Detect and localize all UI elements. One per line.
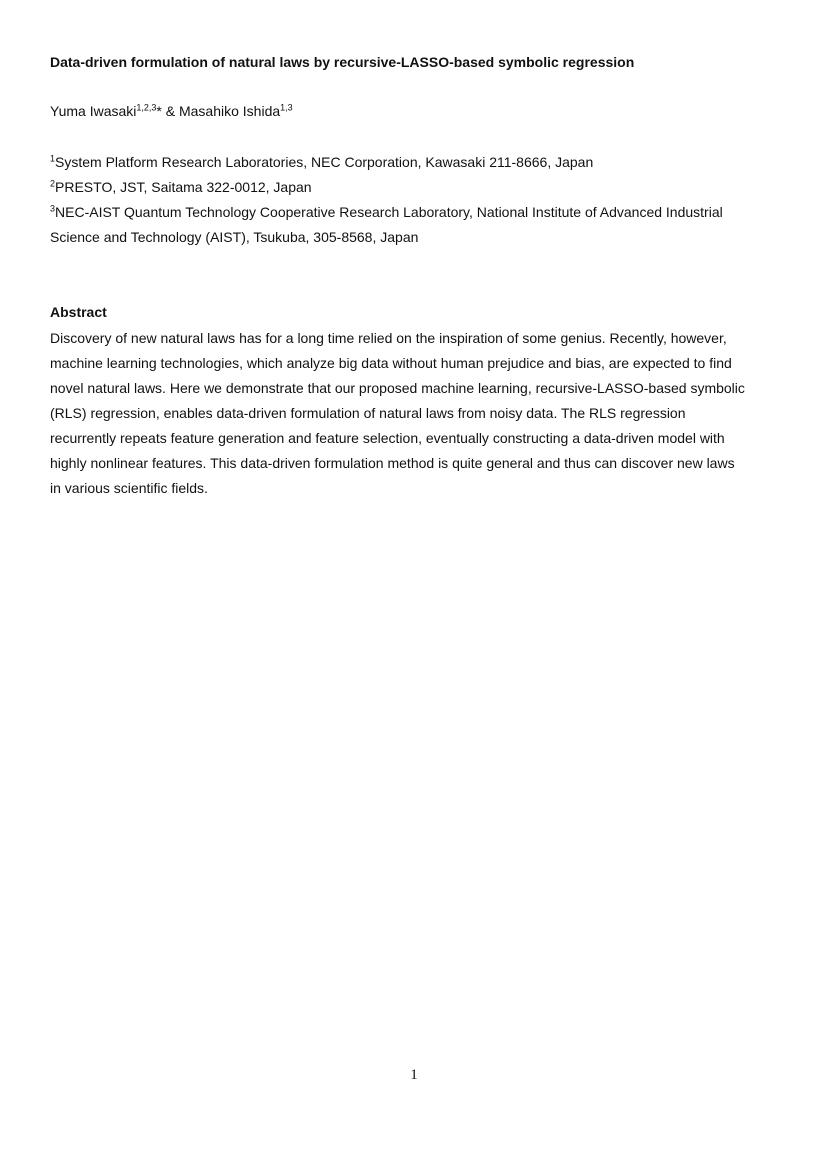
affiliation-number: 1 <box>50 153 56 164</box>
author-separator: & <box>161 103 179 119</box>
affiliation-text: System Platform Research Laboratories, NEC Corporation, Kawasaki 211-8666, Japan <box>55 154 594 170</box>
affiliation-number: 2 <box>50 178 56 189</box>
affiliations <box>50 150 780 250</box>
affiliation-text: PRESTO, JST, Saitama 322-0012, Japan <box>55 179 312 195</box>
abstract-line: novel natural laws. Here we demonstrate that our proposed machine learning, recursive-LASSO-based symbolic <box>50 380 745 396</box>
author-affiliation-marks: 1,3 <box>280 102 293 113</box>
abstract-heading: Abstract <box>50 304 107 320</box>
abstract-line: highly nonlinear features. This data-driven formulation method is quite general and thus can discover new laws <box>50 455 735 471</box>
abstract-line: in various scientific fields. <box>50 480 208 496</box>
abstract-body <box>50 326 770 501</box>
abstract-line: (RLS) regression, enables data-driven formulation of natural laws from noisy data. The RLS regression <box>50 405 686 421</box>
abstract-line: recurrently repeats feature generation and feature selection, eventually constructing a data-driven model with <box>50 430 725 446</box>
page-number: 1 <box>410 1067 418 1083</box>
abstract-line: machine learning technologies, which analyze big data without human prejudice and bias, are expected to find <box>50 355 732 371</box>
abstract-line: Discovery of new natural laws has for a long time relied on the inspiration of some genius. Recently, however, <box>50 330 727 346</box>
paper-title: Data-driven formulation of natural laws by recursive-LASSO-based symbolic regression <box>50 54 635 70</box>
affiliation-number: 3 <box>50 203 56 214</box>
author-affiliation-marks: 1,2,3 <box>136 102 157 113</box>
affiliation-item <box>50 150 780 175</box>
affiliation-text: NEC-AIST Quantum Technology Cooperative Research Laboratory, National Institute of Advanced Industrial <box>55 204 723 220</box>
author-name: Masahiko Ishida <box>178 103 281 119</box>
author-line <box>50 103 293 119</box>
author-name: Yuma Iwasaki <box>50 103 137 119</box>
affiliation-item <box>50 200 780 225</box>
corresponding-author-mark: * <box>156 103 162 119</box>
affiliation-item <box>50 175 780 200</box>
affiliation-continuation: Science and Technology (AIST), Tsukuba, 305-8568, Japan <box>50 229 419 245</box>
